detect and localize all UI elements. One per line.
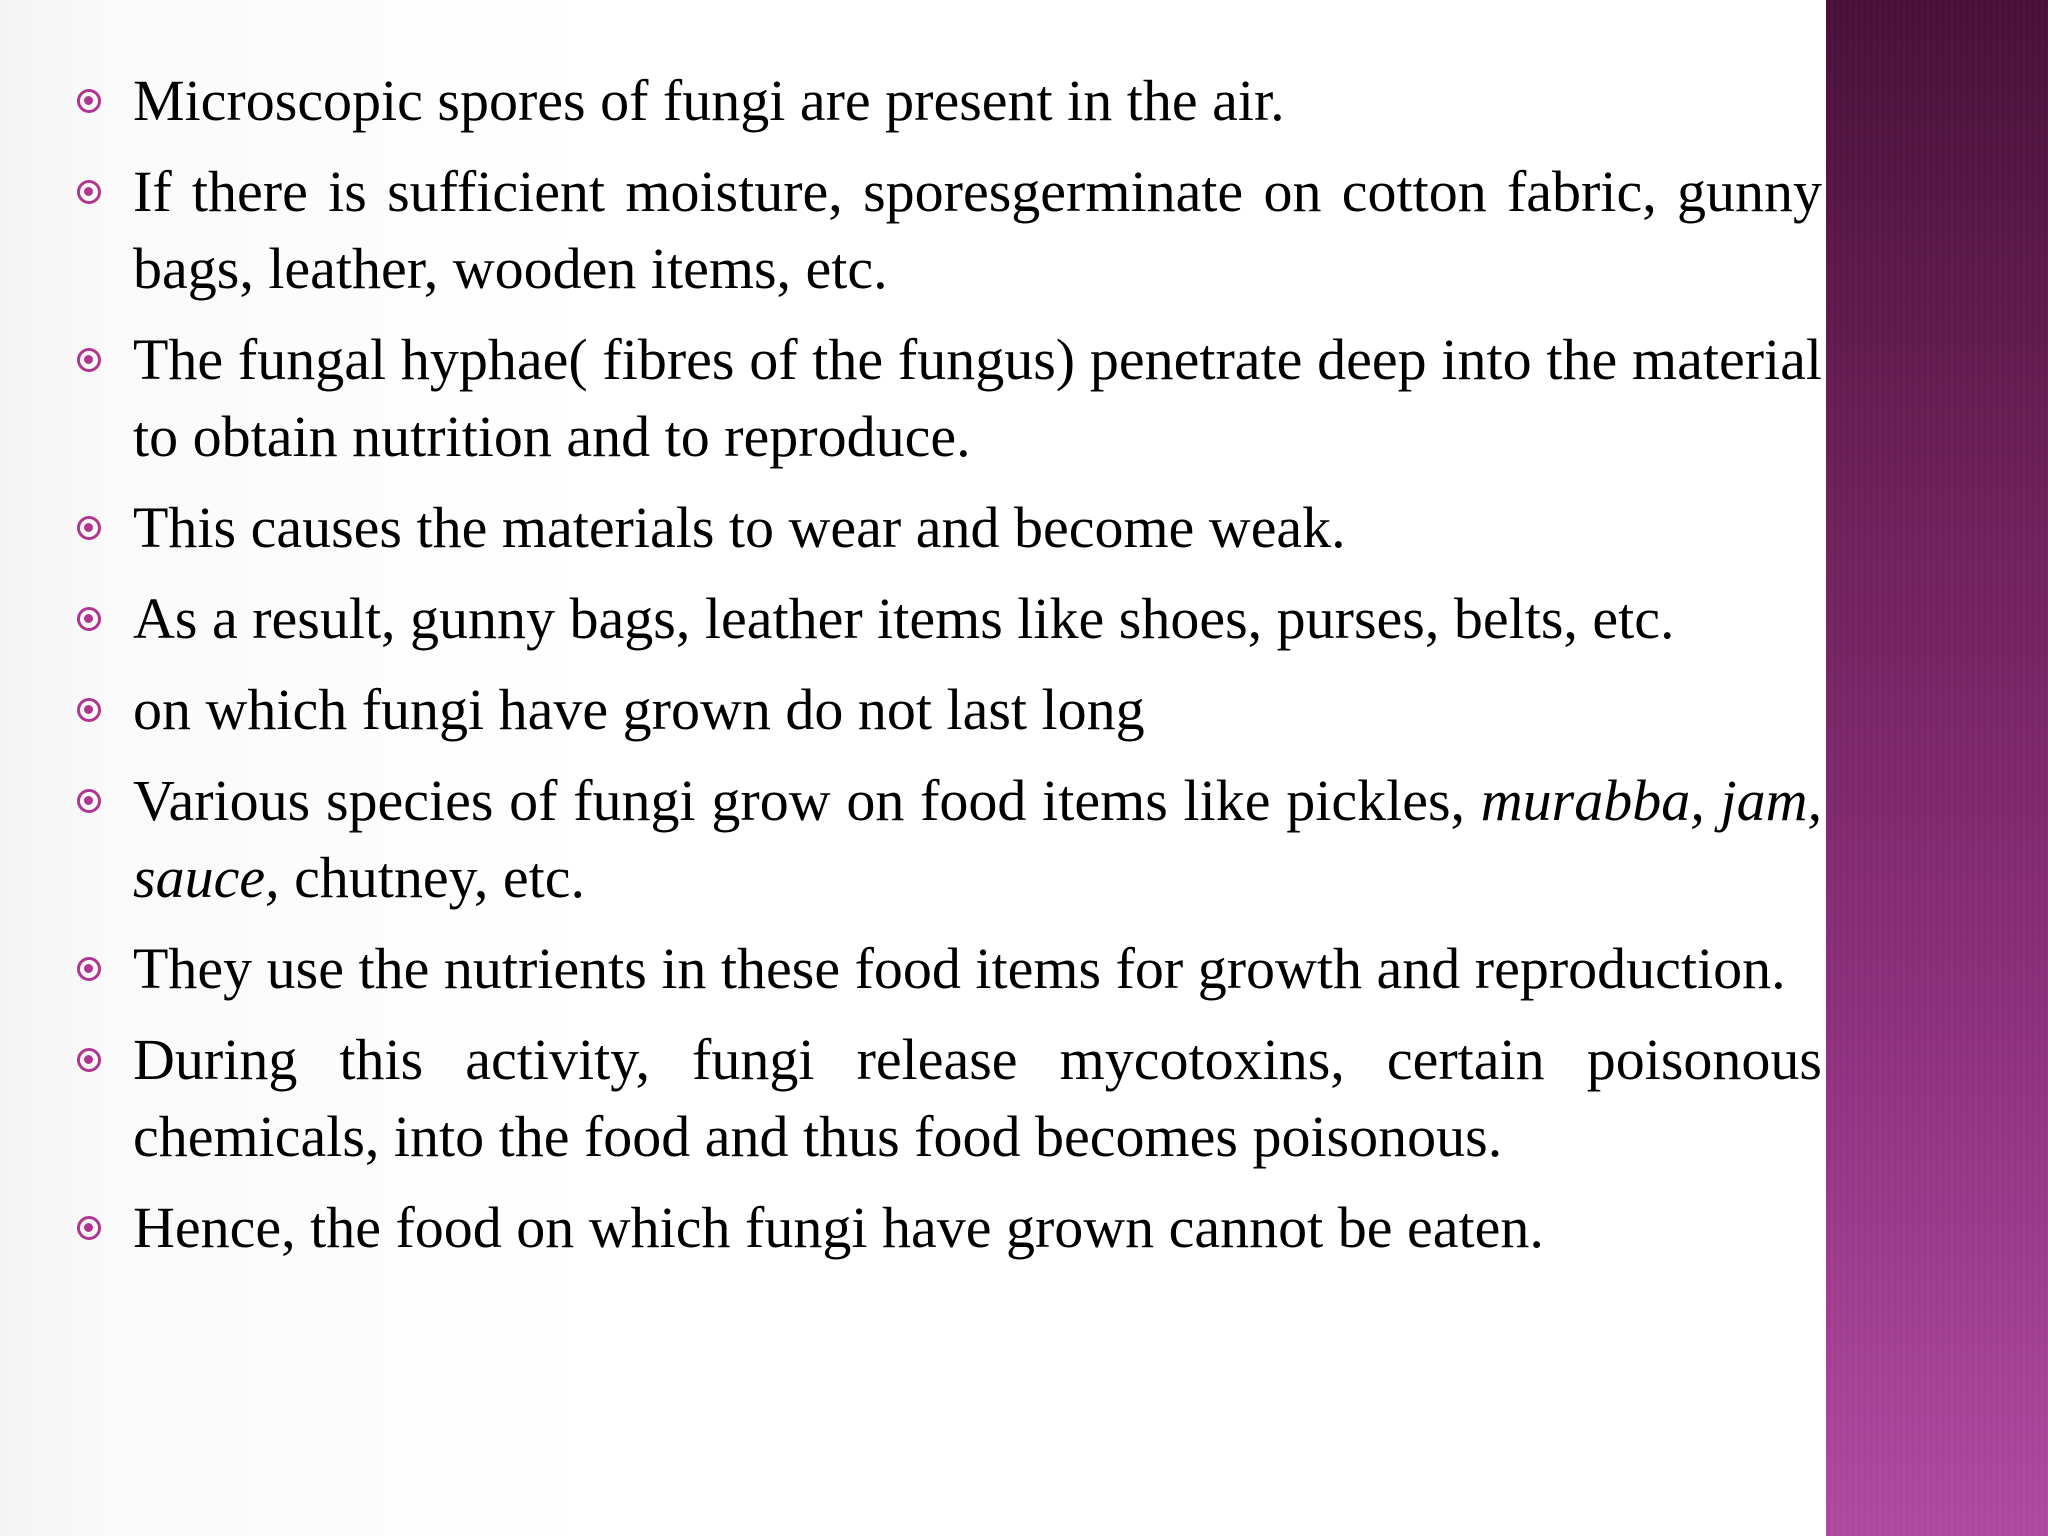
bullet-circle-icon: [77, 516, 101, 540]
bullet-circle-icon: [77, 89, 101, 113]
bullet-circle-icon: [77, 1216, 101, 1240]
bullet-circle-icon: [77, 698, 101, 722]
bullet-text: on which fungi have grown do not last long: [133, 677, 1145, 742]
decorative-side-bar: [1826, 0, 2048, 1536]
bullet-item: [70, 321, 1822, 475]
bullet-item: [70, 1189, 1822, 1266]
bullet-text-part: Various species of fungi grow on food items like pickles,: [133, 768, 1481, 833]
bullet-text: If there is sufficient moisture, sporesgerminate on cotton fabric, gunny bags, leather, wooden items, etc.: [133, 159, 1822, 301]
bullet-circle-icon: [77, 607, 101, 631]
bullet-item: [70, 153, 1822, 307]
bullet-circle-icon: [77, 789, 101, 813]
bullet-circle-icon: [77, 1048, 101, 1072]
bullet-item: [70, 580, 1822, 657]
bullet-item: [70, 62, 1822, 139]
bullet-circle-icon: [77, 348, 101, 372]
bullet-text-part: chutney, etc.: [279, 845, 585, 910]
bullet-text: As a result, gunny bags, leather items like shoes, purses, belts, etc.: [133, 586, 1675, 651]
bullet-text: They use the nutrients in these food items for growth and reproduction.: [133, 936, 1786, 1001]
bullet-text: This causes the materials to wear and become weak.: [133, 495, 1346, 560]
bullet-item: [70, 489, 1822, 566]
bullet-text: The fungal hyphae( fibres of the fungus) penetrate deep into the material to obtain nutrition and to reproduce.: [133, 327, 1822, 469]
bullet-item: [70, 1021, 1822, 1175]
bullet-text: Hence, the food on which fungi have grown cannot be eaten.: [133, 1195, 1544, 1260]
bullet-circle-icon: [77, 180, 101, 204]
bullet-item: [70, 930, 1822, 1007]
bullet-item: [70, 762, 1822, 916]
bullet-text: Microscopic spores of fungi are present in the air.: [133, 68, 1285, 133]
bullet-item: [70, 671, 1822, 748]
bullet-text: During this activity, fungi release mycotoxins, certain poisonous chemicals, into the food and thus food becomes poisonous.: [133, 1027, 1822, 1169]
bullet-text-italic: murabba, jam, sauce,: [133, 768, 1822, 910]
bullet-circle-icon: [77, 957, 101, 981]
bullet-list: [70, 62, 1822, 1280]
